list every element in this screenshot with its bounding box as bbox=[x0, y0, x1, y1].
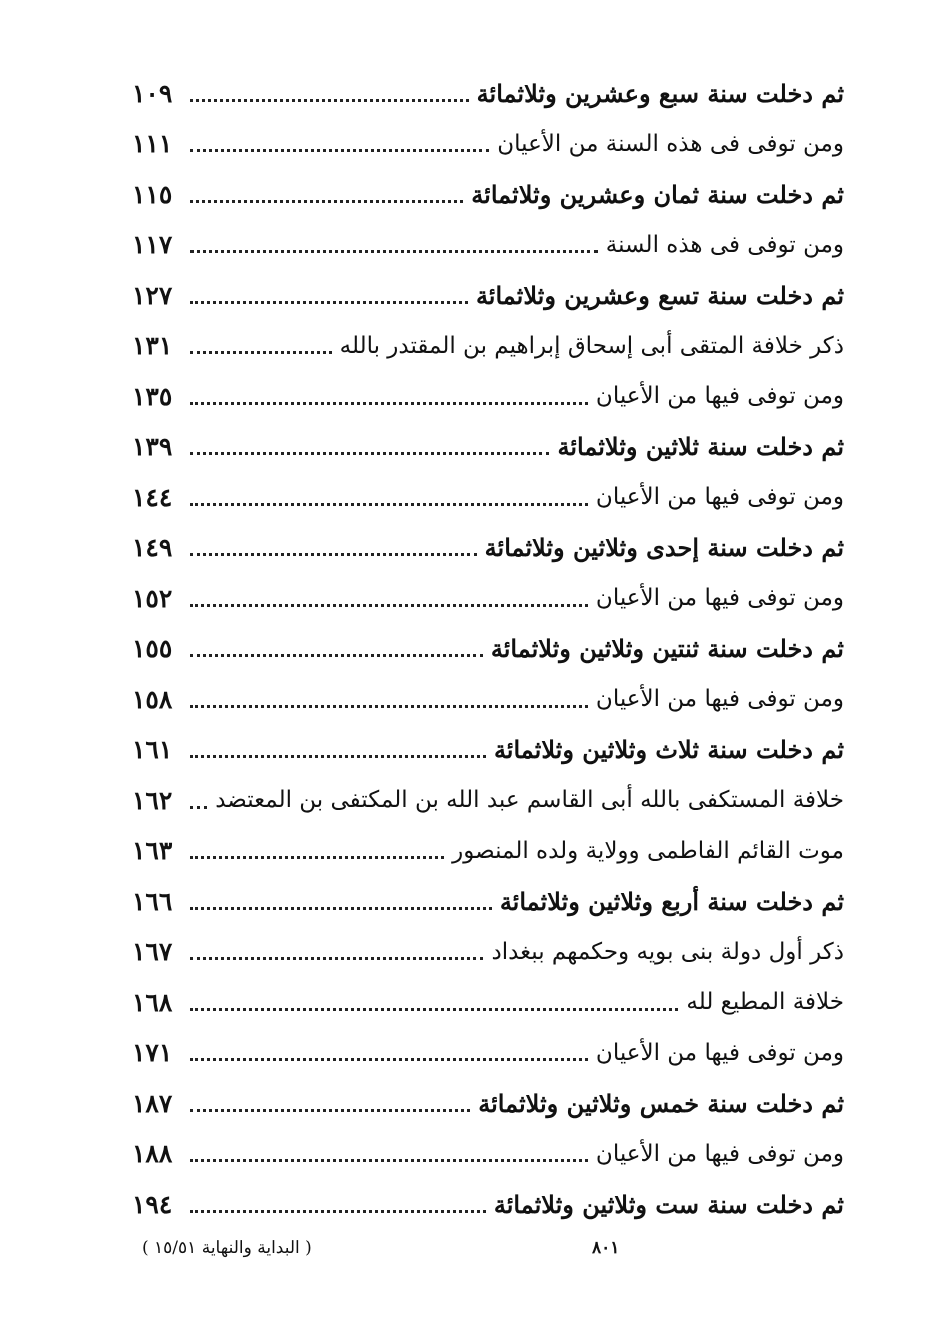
dot-leader bbox=[190, 755, 486, 758]
toc-page-number: ١٦٧ bbox=[132, 937, 173, 967]
table-of-contents bbox=[132, 68, 844, 1230]
toc-entry bbox=[132, 472, 844, 523]
toc-entry-title: ثم دخلت سنة سبع وعشرين وثلاثمائة bbox=[476, 78, 844, 108]
toc-entry-title: خلافة المستكفى بالله أبى القاسم عبد الله بن المكتفى بن المعتضد bbox=[215, 787, 844, 814]
dot-leader bbox=[190, 1210, 486, 1213]
toc-entry-title: خلافة المطيع لله bbox=[686, 989, 844, 1016]
toc-entry-title: ثم دخلت سنة تسع وعشرين وثلاثمائة bbox=[475, 280, 844, 310]
toc-entry-year-heading bbox=[132, 270, 844, 321]
dot-leader bbox=[190, 553, 477, 556]
dot-leader bbox=[190, 200, 463, 203]
dot-leader bbox=[190, 1058, 588, 1061]
toc-entry-year-heading bbox=[132, 169, 844, 220]
toc-page-number: ١٣٩ bbox=[132, 432, 173, 462]
toc-entry-year-heading bbox=[132, 725, 844, 776]
toc-entry-year-heading bbox=[132, 422, 844, 473]
toc-entry-title: ومن توفى فيها من الأعيان bbox=[595, 585, 844, 612]
toc-page-number: ١٦٨ bbox=[132, 987, 173, 1017]
dot-leader bbox=[190, 806, 207, 809]
toc-entry-title: ثم دخلت سنة خمس وثلاثين وثلاثمائة bbox=[478, 1088, 844, 1118]
toc-entry-title: ثم دخلت سنة ثلاثين وثلاثمائة bbox=[557, 432, 844, 462]
toc-entry bbox=[132, 573, 844, 624]
toc-entry-title: ثم دخلت سنة ثمان وعشرين وثلاثمائة bbox=[471, 179, 844, 209]
toc-entry bbox=[132, 977, 844, 1028]
dot-leader bbox=[190, 402, 588, 405]
dot-leader bbox=[190, 503, 588, 506]
toc-page-number: ١٥٨ bbox=[132, 684, 173, 714]
toc-entry-title: ومن توفى فيها من الأعيان bbox=[595, 686, 844, 713]
toc-page-number: ١٣١ bbox=[132, 331, 173, 361]
toc-entry-title: ومن توفى فيها من الأعيان bbox=[595, 1039, 844, 1066]
toc-page-number: ١٥٥ bbox=[132, 634, 173, 664]
dot-leader bbox=[190, 1159, 588, 1162]
toc-entry-year-heading bbox=[132, 876, 844, 927]
toc-page-number: ١١٥ bbox=[132, 179, 173, 209]
toc-entry bbox=[132, 321, 844, 372]
toc-entry-title: ثم دخلت سنة ثنتين وثلاثين وثلاثمائة bbox=[490, 634, 844, 664]
toc-page-number: ١٢٧ bbox=[132, 280, 173, 310]
toc-entry-year-heading bbox=[132, 68, 844, 119]
toc-entry-title: ومن توفى فيها من الأعيان bbox=[595, 383, 844, 410]
dot-leader bbox=[190, 957, 483, 960]
toc-entry-title: ومن توفى فى هذه السنة من الأعيان bbox=[497, 130, 844, 157]
dot-leader bbox=[190, 452, 549, 455]
dot-leader bbox=[190, 907, 492, 910]
toc-page-number: ١٨٧ bbox=[132, 1088, 173, 1118]
toc-page-number: ١٣٥ bbox=[132, 381, 173, 411]
toc-entry-title: موت القائم الفاطمى وولاية ولده المنصور bbox=[452, 837, 844, 864]
dot-leader bbox=[190, 250, 598, 253]
toc-page-number: ١٤٩ bbox=[132, 533, 173, 563]
dot-leader bbox=[190, 856, 444, 859]
toc-page-number: ١٦٦ bbox=[132, 886, 173, 916]
toc-entry bbox=[132, 119, 844, 170]
toc-entry-title: ثم دخلت سنة ثلاث وثلاثين وثلاثمائة bbox=[493, 735, 844, 765]
toc-entry-title: ذكر خلافة المتقى أبى إسحاق إبراهيم بن المقتدر بالله bbox=[339, 332, 844, 359]
toc-entry-title: ومن توفى فيها من الأعيان bbox=[595, 484, 844, 511]
dot-leader bbox=[190, 99, 469, 102]
toc-page-number: ١٧١ bbox=[132, 1038, 173, 1068]
dot-leader bbox=[190, 604, 588, 607]
toc-entry-year-heading bbox=[132, 1179, 844, 1230]
dot-leader bbox=[190, 654, 483, 657]
toc-page-number: ١٩٤ bbox=[132, 1189, 173, 1219]
footer-page-number: ٨٠١ bbox=[592, 1238, 620, 1258]
toc-entry-year-heading bbox=[132, 1078, 844, 1129]
dot-leader bbox=[190, 705, 588, 708]
dot-leader bbox=[190, 351, 332, 354]
toc-page-number: ١١٧ bbox=[132, 230, 173, 260]
toc-entry-year-heading bbox=[132, 624, 844, 675]
toc-page-number: ١٤٤ bbox=[132, 482, 173, 512]
dot-leader bbox=[190, 1109, 470, 1112]
toc-entry bbox=[132, 220, 844, 271]
toc-entry-title: ومن توفى فيها من الأعيان bbox=[595, 1140, 844, 1167]
dot-leader bbox=[190, 1008, 678, 1011]
page-footer bbox=[132, 1238, 844, 1268]
toc-page-number: ١٥٢ bbox=[132, 583, 173, 613]
toc-page-number: ١٦٣ bbox=[132, 836, 173, 866]
toc-entry-year-heading bbox=[132, 523, 844, 574]
toc-entry-title: ثم دخلت سنة ست وثلاثين وثلاثمائة bbox=[493, 1189, 844, 1219]
toc-entry bbox=[132, 1129, 844, 1180]
toc-page-number: ١١١ bbox=[132, 129, 173, 159]
toc-entry bbox=[132, 826, 844, 877]
footer-source-reference: ( البداية والنهاية ١٥/٥١ ) bbox=[142, 1238, 312, 1258]
toc-page-number: ١٦٢ bbox=[132, 785, 173, 815]
toc-entry-title: ومن توفى فى هذه السنة bbox=[605, 231, 844, 258]
toc-entry bbox=[132, 674, 844, 725]
toc-entry bbox=[132, 775, 844, 826]
dot-leader bbox=[190, 301, 468, 304]
toc-entry bbox=[132, 927, 844, 978]
toc-page-number: ١٠٩ bbox=[132, 78, 173, 108]
dot-leader bbox=[190, 149, 489, 152]
toc-entry-title: ثم دخلت سنة إحدى وثلاثين وثلاثمائة bbox=[484, 533, 844, 563]
toc-entry bbox=[132, 371, 844, 422]
toc-entry-title: ثم دخلت سنة أربع وثلاثين وثلاثمائة bbox=[499, 886, 844, 916]
toc-entry bbox=[132, 1028, 844, 1079]
toc-page-number: ١٦١ bbox=[132, 735, 173, 765]
toc-page-number: ١٨٨ bbox=[132, 1139, 173, 1169]
toc-entry-title: ذكر أول دولة بنى بويه وحكمهم ببغداد bbox=[491, 938, 844, 965]
